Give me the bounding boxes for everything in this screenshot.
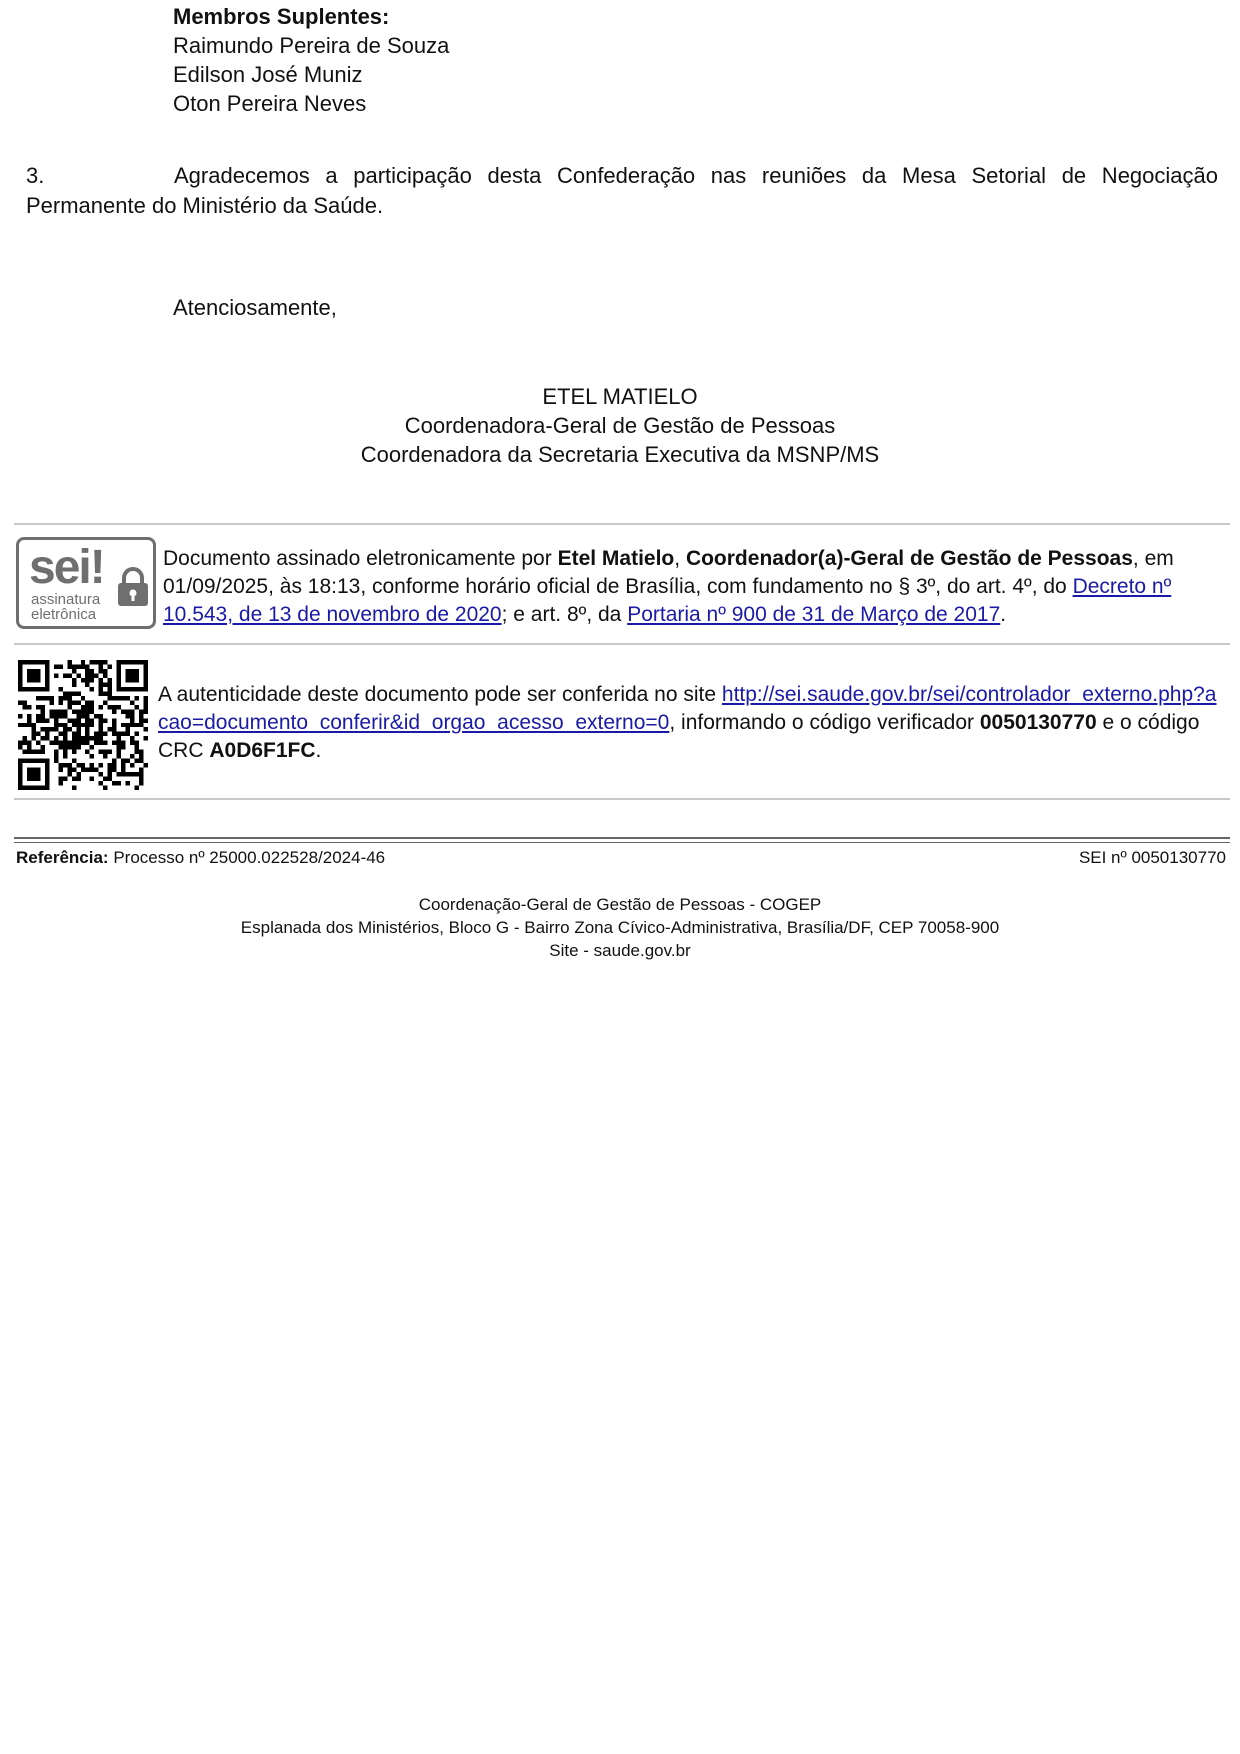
sei-brand: sei! [29, 541, 104, 594]
verification-link[interactable]: http://sei.saude.gov.br/sei/controlador_externo.php?acao=documento_conferir&id_orgao_acesso_externo=0 [158, 683, 1217, 734]
signer-role: Coordenador(a)-Geral de Gestão de Pessoas [685, 547, 1133, 570]
paragraph-text: Agradecemos a participação desta Confederação nas reuniões da Mesa Setorial de Negociação Permanente do Ministério da Saúde. [26, 163, 1218, 218]
footer-address: Esplanada dos Ministérios, Bloco G - Bairro Zona Cívico-Administrativa, Brasília/DF, CEP 70058-900 [240, 918, 1000, 937]
signatory-title-2: Coordenadora da Secretaria Executiva da MSNP/MS [360, 442, 880, 467]
crc-code: A0D6F1FC [209, 739, 316, 762]
sei-signature-logo [16, 537, 156, 629]
member-name: Edilson José Muniz [173, 62, 363, 87]
divider [14, 798, 1230, 800]
padlock-icon [115, 566, 151, 608]
divider [14, 523, 1230, 525]
ordinance-link[interactable]: Portaria nº 900 de 31 de Março de 2017 [627, 603, 1001, 626]
verifier-code: 0050130770 [979, 711, 1097, 734]
members-heading: Membros Suplentes: [173, 4, 390, 29]
paragraph-number: 3. [26, 163, 45, 188]
member-name: Oton Pereira Neves [173, 91, 367, 116]
authenticity-text: e o código CRC [158, 711, 1200, 762]
footer-site: Site - saude.gov.br [549, 941, 691, 960]
reference-label: Referência: [16, 848, 109, 867]
signatory-name: ETEL MATIELO [542, 384, 698, 409]
signature-text: ; e art. 8º, da [501, 603, 628, 626]
signature-statement [163, 545, 1223, 629]
authenticity-text: . [315, 739, 322, 762]
signer-name: Etel Matielo [557, 547, 675, 570]
reference-rule-2 [14, 842, 1230, 843]
signature-text: , [674, 547, 686, 570]
authenticity-text: , informando o código verificador [669, 711, 980, 734]
member-name: Raimundo Pereira de Souza [173, 33, 450, 58]
qr-code [18, 660, 148, 790]
authenticity-text: A autenticidade deste documento pode ser conferida no site [158, 683, 722, 706]
signature-text: Documento assinado eletronicamente por [163, 547, 558, 570]
authenticity-statement [158, 681, 1226, 765]
reference-rule [14, 837, 1230, 839]
sei-caption-2: eletrônica [31, 606, 97, 623]
signature-text: . [1000, 603, 1007, 626]
divider [14, 643, 1230, 645]
decree-link[interactable]: Decreto nº 10.543, de 13 de novembro de 2020 [163, 575, 1172, 626]
sei-caption: assinatura [31, 591, 101, 608]
signatory-title: Coordenadora-Geral de Gestão de Pessoas [404, 413, 836, 438]
paragraph-3 [26, 161, 1218, 221]
sei-number: SEI nº 0050130770 [1078, 848, 1226, 867]
closing-salutation: Atenciosamente, [173, 295, 337, 320]
footer-org: Coordenação-Geral de Gestão de Pessoas - COGEP [418, 895, 822, 914]
reference-value: Processo nº 25000.022528/2024-46 [108, 848, 386, 867]
signature-text: , em 01/09/2025, às 18:13, conforme horário oficial de Brasília, com fundamento no § 3º, do art. 4º, do [163, 547, 1174, 598]
process-reference [16, 847, 385, 869]
